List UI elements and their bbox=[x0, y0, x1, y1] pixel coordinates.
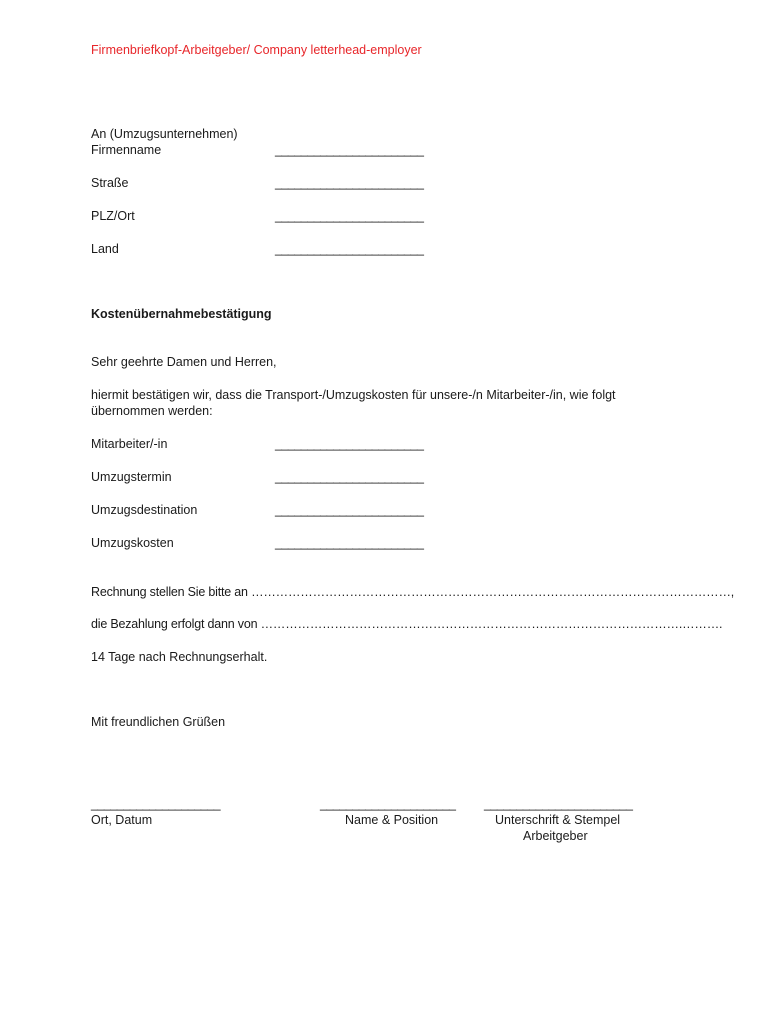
detail-employee-label: Mitarbeiter/-in bbox=[91, 437, 168, 451]
signature-employer-label-line2: Arbeitgeber bbox=[523, 829, 588, 843]
recipient-field-company-label: Firmenname bbox=[91, 143, 162, 157]
recipient-field-zip-city-blank: _______________________ bbox=[275, 209, 424, 223]
intro-text-line2: übernommen werden: bbox=[91, 404, 213, 418]
invoice-address-line: Rechnung stellen Sie bitte an ………………………………………………………………………………………………………, bbox=[91, 585, 735, 599]
letterhead: Firmenbriefkopf-Arbeitgeber/ Company letterhead-employer bbox=[91, 43, 422, 57]
subject-heading: Kostenübernahmebestätigung bbox=[91, 307, 272, 321]
detail-employee-blank: _______________________ bbox=[275, 437, 424, 451]
recipient-field-country-blank: _______________________ bbox=[275, 242, 424, 256]
recipient-field-street-label: Straße bbox=[91, 176, 129, 190]
signature-name-position-label: Name & Position bbox=[345, 813, 439, 827]
salutation: Sehr geehrte Damen und Herren, bbox=[91, 355, 277, 369]
recipient-field-zip-city-label: PLZ/Ort bbox=[91, 209, 135, 223]
detail-destination-blank: _______________________ bbox=[275, 503, 424, 517]
detail-costs-blank: _______________________ bbox=[275, 536, 424, 550]
payment-terms: 14 Tage nach Rechnungserhalt. bbox=[91, 650, 268, 664]
intro-text-line1: hiermit bestätigen wir, dass die Transport-/Umzugskosten für unsere-/n Mitarbeiter-/in, wie folgt bbox=[91, 388, 616, 402]
recipient-field-country-label: Land bbox=[91, 242, 119, 256]
payment-line: die Bezahlung erfolgt dann von ………………………………………………………………………………………….………. bbox=[91, 617, 723, 631]
closing-greeting: Mit freundlichen Grüßen bbox=[91, 715, 226, 729]
signature-employer-line: _______________________ bbox=[484, 797, 633, 811]
detail-destination-label: Umzugsdestination bbox=[91, 503, 198, 517]
signature-employer-label: Unterschrift & Stempel bbox=[495, 813, 621, 827]
signature-place-date-label: Ort, Datum bbox=[91, 813, 153, 827]
recipient-field-company-blank: _______________________ bbox=[275, 143, 424, 157]
detail-move-date-label: Umzugstermin bbox=[91, 470, 172, 484]
signature-name-position-line: _____________________ bbox=[320, 797, 456, 811]
signature-place-date-line: ____________________ bbox=[91, 797, 221, 811]
detail-move-date-blank: _______________________ bbox=[275, 470, 424, 484]
recipient-field-street-blank: _______________________ bbox=[275, 176, 424, 190]
detail-costs-label: Umzugskosten bbox=[91, 536, 174, 550]
recipient-heading: An (Umzugsunternehmen) bbox=[91, 127, 238, 141]
